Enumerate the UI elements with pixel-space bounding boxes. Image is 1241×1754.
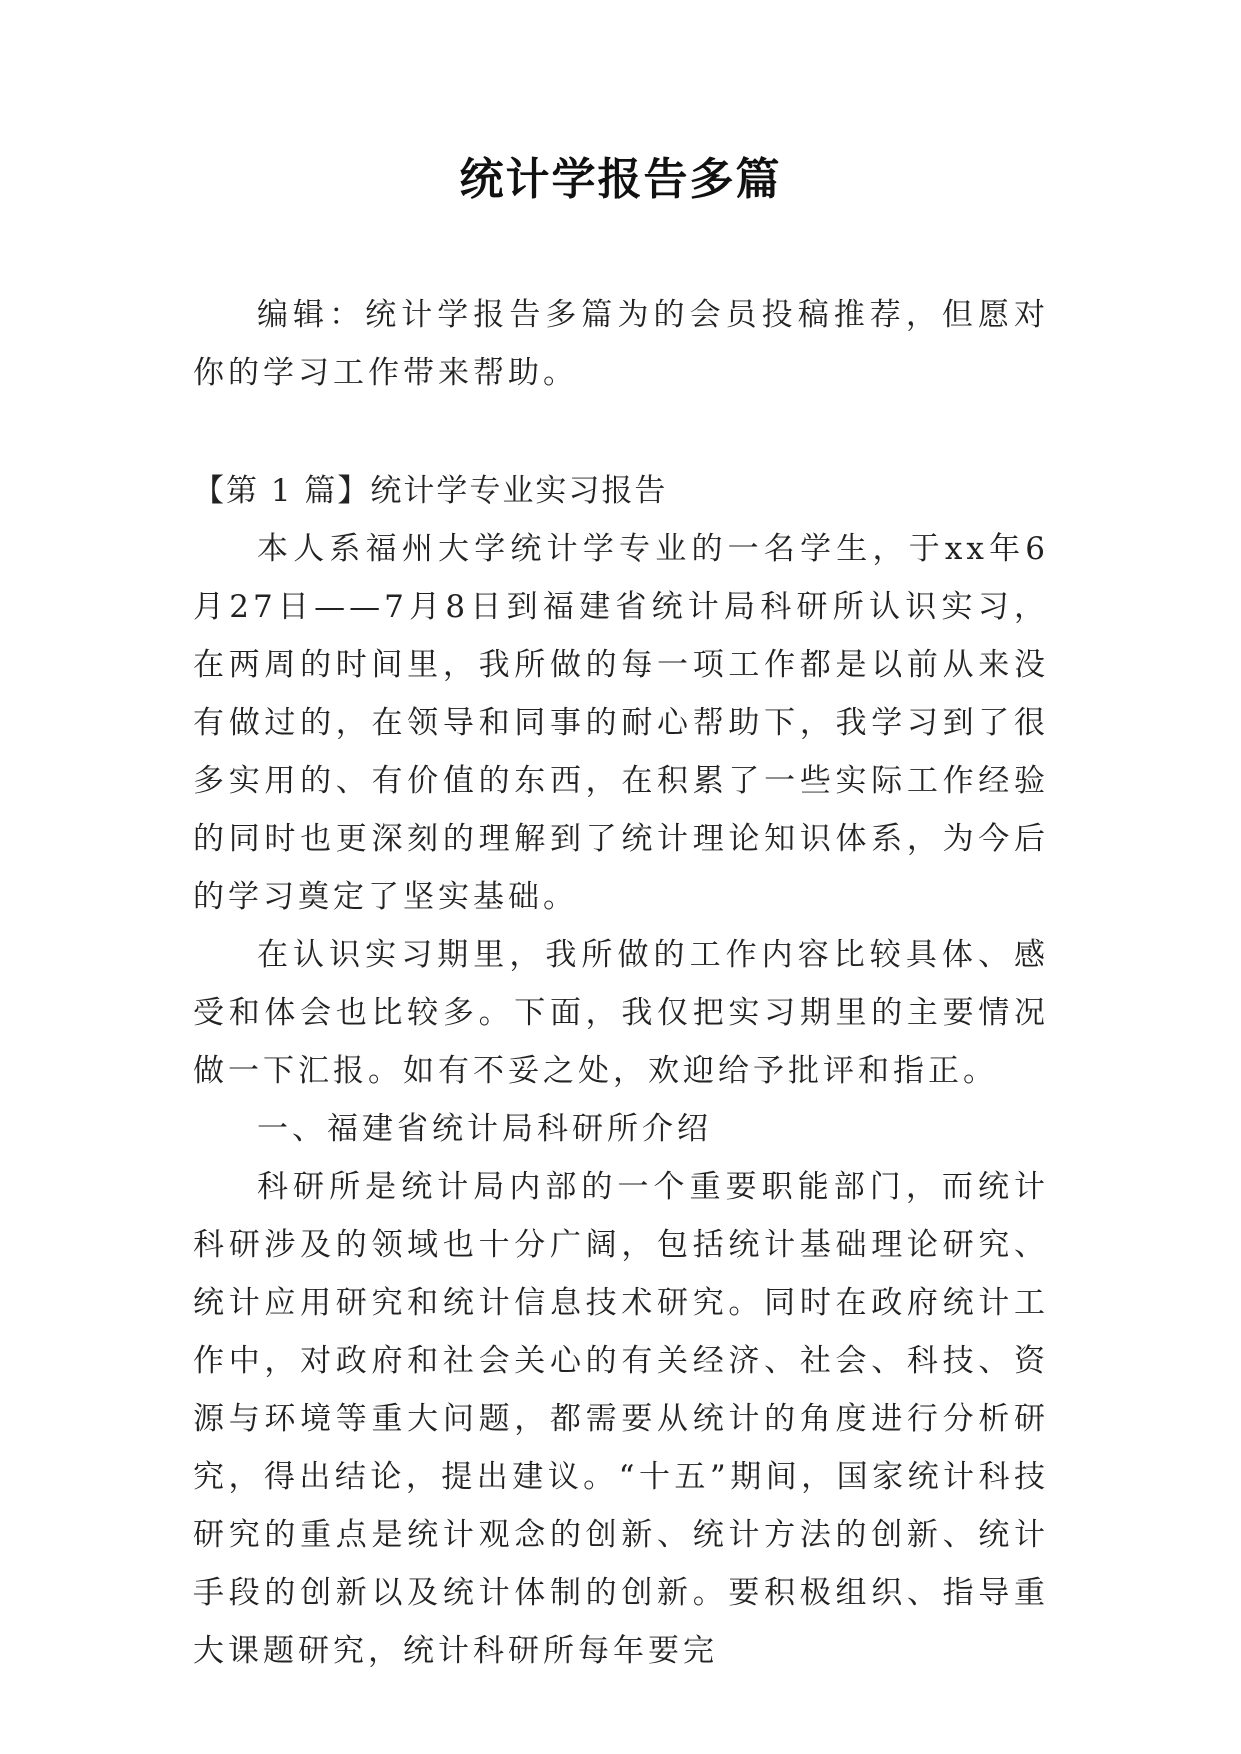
editor-note: 编辑：统计学报告多篇为的会员投稿推荐，但愿对你的学习工作带来帮助。 [193,297,1049,391]
document-title: 统计学报告多篇 [459,154,782,205]
section-heading: 【第 1 篇】统计学专业实习报告 [193,473,668,509]
paragraph-intro: 本人系福州大学统计学专业的一名学生，于xx年6月27日——7月8日到福建省统计局科研所认识实习，在两周的时间里，我所做的每一项工作都是以前从来没有做过的，在领导和同事的耐心帮助下，我学习到了很多实用的、有价值的东西，在积累了一些实际工作经验的同时也更深刻的理解到了统计理论知识体系，为今后的学习奠定了坚实基础。 [193,531,1049,915]
paragraph-institute: 科研所是统计局内部的一个重要职能部门，而统计科研涉及的领域也十分广阔，包括统计基础理论研究、统计应用研究和统计信息技术研究。同时在政府统计工作中，对政府和社会关心的有关经济、社会、科技、资源与环境等重大问题，都需要从统计的角度进行分析研究，得出结论，提出建议。“十五”期间，国家统计科技研究的重点是统计观念的创新、统计方法的创新、统计手段的创新以及统计体制的创新。要积极组织、指导重大课题研究，统计科研所每年要完 [193,1169,1049,1669]
article-body [193,520,1049,1680]
paragraph-experience: 在认识实习期里，我所做的工作内容比较具体、感受和体会也比较多。下面，我仅把实习期里的主要情况做一下汇报。如有不妥之处，欢迎给予批评和指正。 [193,937,1049,1089]
subheading-institute-intro: 一、福建省统计局科研所介绍 [257,1111,712,1147]
